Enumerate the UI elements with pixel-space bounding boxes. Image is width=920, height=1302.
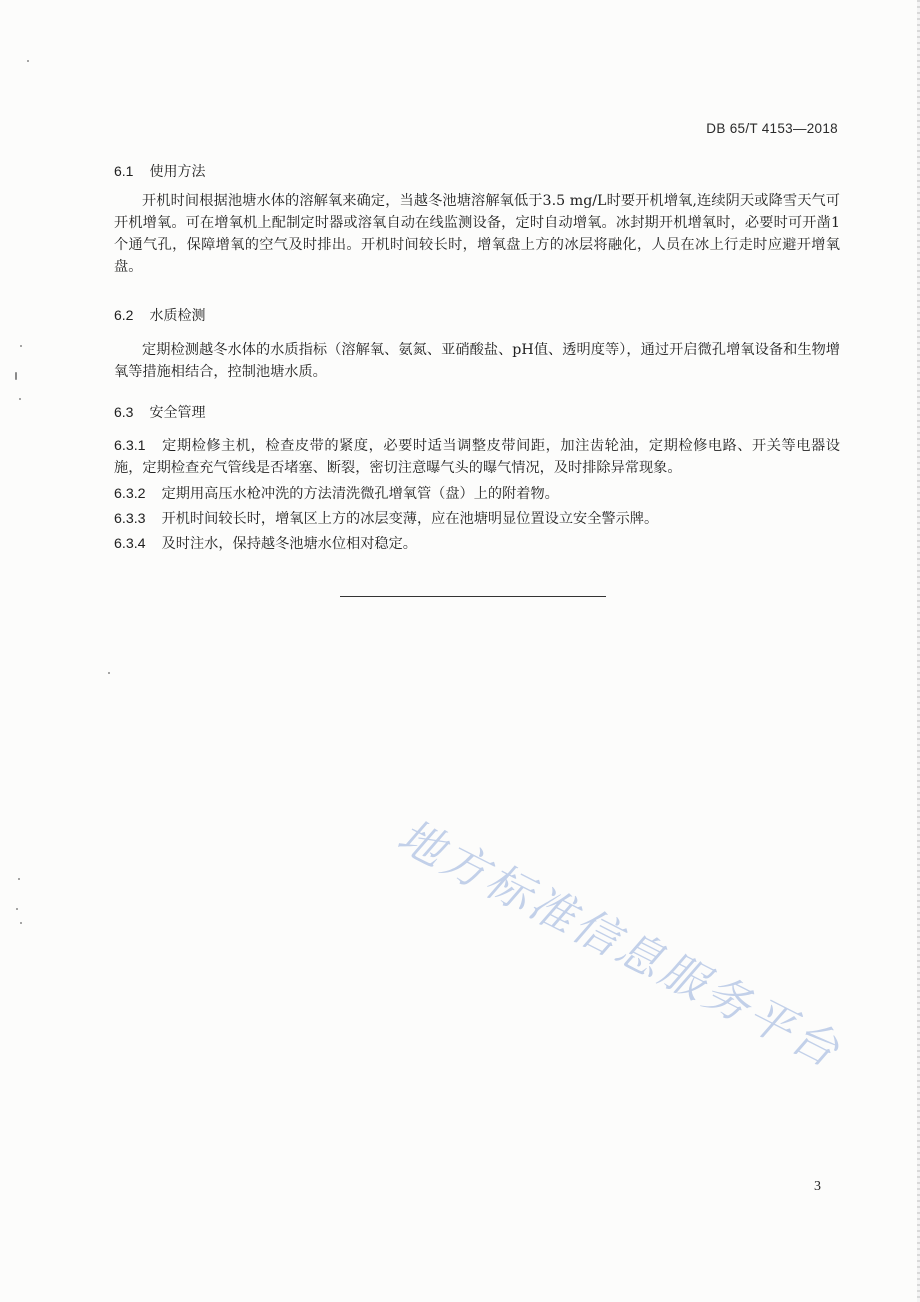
scan-speck [16,908,18,910]
scan-speck [15,372,17,380]
watermark: 地方标准信息服务平台 [389,808,851,1079]
page-number: 3 [814,1179,821,1194]
section-title: 使用方法 [149,164,206,180]
clause-6-3-1 [114,435,840,479]
scan-speck [18,878,20,880]
scan-speck [19,398,21,400]
section-number: 6.3 [114,404,134,420]
clause-6-3-4 [114,533,840,555]
section-body-6-1: 开机时间根据池塘水体的溶解氧来确定，当越冬池塘溶解氧低于3.5 mg/L时要开机增氧,连续阴天或降雪天气可开机增氧。可在增氧机上配制定时器或溶氧自动在线监测设备，定时自动增氧。冰封期开机增氧时，必要时可开凿1个通气孔，保障增氧的空气及时排出。开机时间较长时，增氧盘上方的冰层将融化，人员在冰上行走时应避开增氧盘。 [114,193,840,275]
section-heading-6-3 [114,402,205,422]
scan-speck [20,345,22,347]
scan-speck [20,922,22,924]
clause-number: 6.3.3 [114,511,146,527]
clause-number: 6.3.4 [114,536,146,552]
section-title: 安全管理 [149,405,206,421]
clause-6-3-3 [114,508,840,530]
section-body-6-2: 定期检测越冬水体的水质指标（溶解氧、氨氮、亚硝酸盐、pH值、透明度等），通过开启微孔增氧设备和生物增氧等措施相结合，控制池塘水质。 [114,342,840,380]
clause-6-3-2 [114,483,840,505]
clause-number: 6.3.2 [114,486,146,502]
standard-code: DB 65/T 4153—2018 [706,121,838,136]
clause-text: 定期用高压水枪冲洗的方法清洗微孔增氧管（盘）上的附着物。 [161,486,559,502]
section-heading-6-2 [114,305,205,325]
scan-speck [27,60,29,62]
section-heading-6-1 [114,161,205,181]
clause-text: 开机时间较长时，增氧区上方的冰层变薄，应在池塘明显位置设立安全警示牌。 [161,511,659,527]
clause-number: 6.3.1 [114,438,146,454]
section-title: 水质检测 [149,308,206,324]
section-number: 6.2 [114,307,134,323]
clause-text: 定期检修主机，检查皮带的紧度，必要时适当调整皮带间距，加注齿轮油，定期检修电路、开关等电器设施，定期检查充气管线是否堵塞、断裂，密切注意曝气头的曝气情况，及时排除异常现象。 [114,438,840,476]
end-of-text-rule [340,596,606,597]
scan-speck [108,672,110,674]
section-number: 6.1 [114,163,134,179]
clause-text: 及时注水，保持越冬池塘水位相对稳定。 [161,536,417,552]
